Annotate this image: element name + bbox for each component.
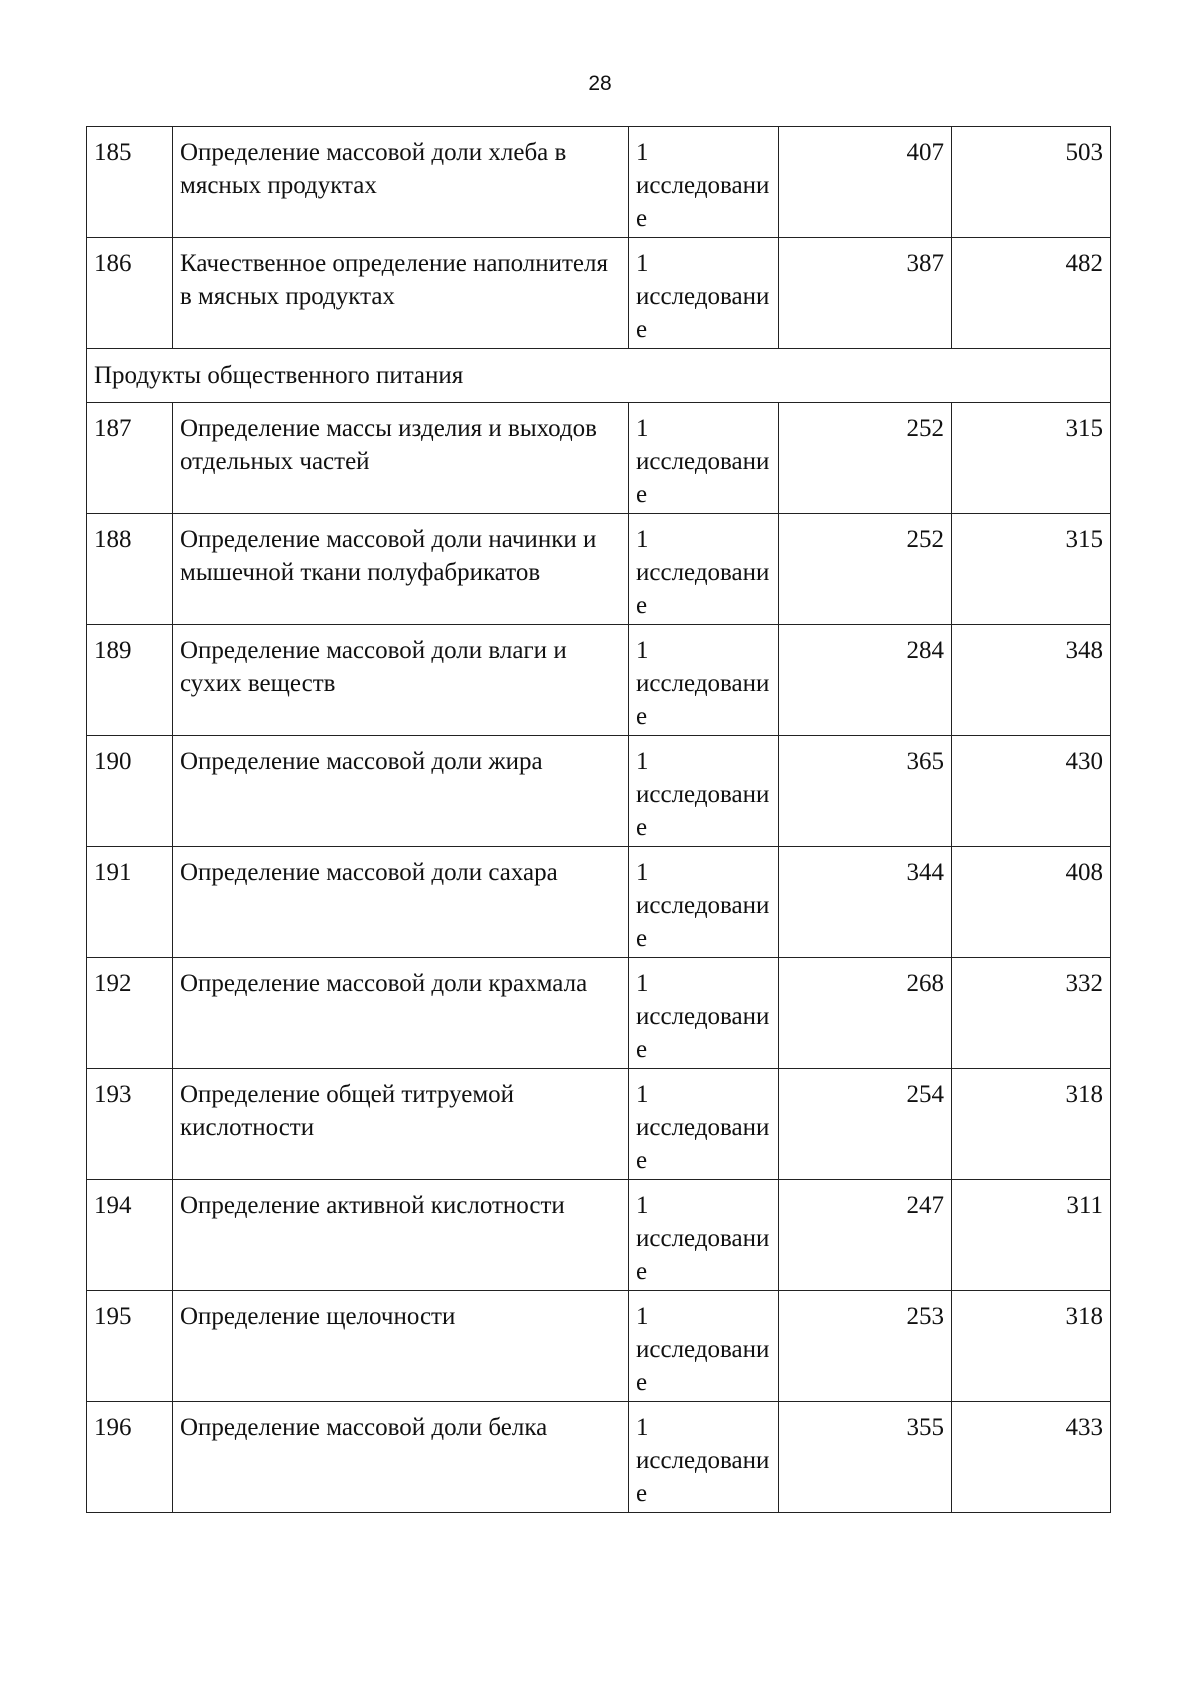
page-number: 28 xyxy=(588,72,612,95)
row-number: 194 xyxy=(87,1180,173,1291)
unit-word: исследование xyxy=(636,670,770,730)
unit-cell xyxy=(629,403,779,514)
unit-cell xyxy=(629,736,779,847)
unit-cell xyxy=(629,1402,779,1513)
service-name: Определение массовой доли начинки и мышечной ткани полуфабрикатов xyxy=(173,514,629,625)
row-number: 195 xyxy=(87,1291,173,1402)
price-table-body xyxy=(87,127,1111,1513)
row-number: 190 xyxy=(87,736,173,847)
row-number: 188 xyxy=(87,514,173,625)
unit-count: 1 xyxy=(636,1414,649,1441)
table-row xyxy=(87,1069,1111,1180)
unit-count: 1 xyxy=(636,1303,649,1330)
unit-cell xyxy=(629,1291,779,1402)
table-row xyxy=(87,1291,1111,1402)
service-name: Качественное определение наполнителя в мясных продуктах xyxy=(173,238,629,349)
row-number: 193 xyxy=(87,1069,173,1180)
unit-word: исследование xyxy=(636,1225,770,1285)
price-1: 253 xyxy=(779,1291,952,1402)
price-1: 254 xyxy=(779,1069,952,1180)
row-number: 185 xyxy=(87,127,173,238)
row-number: 186 xyxy=(87,238,173,349)
section-title: Продукты общественного питания xyxy=(87,349,1111,403)
unit-word: исследование xyxy=(636,1114,770,1174)
row-number: 192 xyxy=(87,958,173,1069)
section-row xyxy=(87,349,1111,403)
unit-word: исследование xyxy=(636,1336,770,1396)
table-row xyxy=(87,403,1111,514)
price-1: 355 xyxy=(779,1402,952,1513)
service-name: Определение активной кислотности xyxy=(173,1180,629,1291)
unit-word: исследование xyxy=(636,892,770,952)
price-table xyxy=(86,126,1111,1513)
unit-cell xyxy=(629,958,779,1069)
price-2: 318 xyxy=(952,1291,1111,1402)
price-2: 482 xyxy=(952,238,1111,349)
price-2: 318 xyxy=(952,1069,1111,1180)
unit-count: 1 xyxy=(636,970,649,997)
service-name: Определение массовой доли белка xyxy=(173,1402,629,1513)
table-row xyxy=(87,1402,1111,1513)
unit-count: 1 xyxy=(636,526,649,553)
table-row xyxy=(87,736,1111,847)
unit-cell xyxy=(629,127,779,238)
table-row xyxy=(87,958,1111,1069)
unit-word: исследование xyxy=(636,559,770,619)
unit-word: исследование xyxy=(636,283,770,343)
price-2: 430 xyxy=(952,736,1111,847)
unit-count: 1 xyxy=(636,637,649,664)
unit-count: 1 xyxy=(636,415,649,442)
service-name: Определение массовой доли жира xyxy=(173,736,629,847)
price-1: 344 xyxy=(779,847,952,958)
unit-cell xyxy=(629,514,779,625)
service-name: Определение массовой доли сахара xyxy=(173,847,629,958)
price-2: 408 xyxy=(952,847,1111,958)
table-row xyxy=(87,238,1111,349)
table-row xyxy=(87,847,1111,958)
price-2: 503 xyxy=(952,127,1111,238)
unit-word: исследование xyxy=(636,1003,770,1063)
price-1: 247 xyxy=(779,1180,952,1291)
unit-cell xyxy=(629,847,779,958)
price-1: 387 xyxy=(779,238,952,349)
unit-count: 1 xyxy=(636,139,649,166)
table-row xyxy=(87,1180,1111,1291)
table-row xyxy=(87,625,1111,736)
price-2: 311 xyxy=(952,1180,1111,1291)
service-name: Определение массы изделия и выходов отдельных частей xyxy=(173,403,629,514)
unit-count: 1 xyxy=(636,1081,649,1108)
price-1: 252 xyxy=(779,514,952,625)
row-number: 191 xyxy=(87,847,173,958)
service-name: Определение щелочности xyxy=(173,1291,629,1402)
unit-cell xyxy=(629,238,779,349)
price-2: 332 xyxy=(952,958,1111,1069)
price-2: 315 xyxy=(952,403,1111,514)
price-1: 268 xyxy=(779,958,952,1069)
table-row xyxy=(87,514,1111,625)
price-2: 348 xyxy=(952,625,1111,736)
service-name: Определение массовой доли крахмала xyxy=(173,958,629,1069)
price-2: 433 xyxy=(952,1402,1111,1513)
service-name: Определение общей титруемой кислотности xyxy=(173,1069,629,1180)
table-row xyxy=(87,127,1111,238)
unit-word: исследование xyxy=(636,172,770,232)
price-2: 315 xyxy=(952,514,1111,625)
row-number: 196 xyxy=(87,1402,173,1513)
unit-cell xyxy=(629,1069,779,1180)
unit-count: 1 xyxy=(636,859,649,886)
service-name: Определение массовой доли хлеба в мясных продуктах xyxy=(173,127,629,238)
service-name: Определение массовой доли влаги и сухих веществ xyxy=(173,625,629,736)
unit-cell xyxy=(629,1180,779,1291)
unit-cell xyxy=(629,625,779,736)
unit-word: исследование xyxy=(636,781,770,841)
unit-count: 1 xyxy=(636,748,649,775)
unit-word: исследование xyxy=(636,448,770,508)
unit-count: 1 xyxy=(636,250,649,277)
row-number: 189 xyxy=(87,625,173,736)
price-1: 284 xyxy=(779,625,952,736)
unit-word: исследование xyxy=(636,1447,770,1507)
price-1: 252 xyxy=(779,403,952,514)
price-1: 365 xyxy=(779,736,952,847)
unit-count: 1 xyxy=(636,1192,649,1219)
price-1: 407 xyxy=(779,127,952,238)
row-number: 187 xyxy=(87,403,173,514)
